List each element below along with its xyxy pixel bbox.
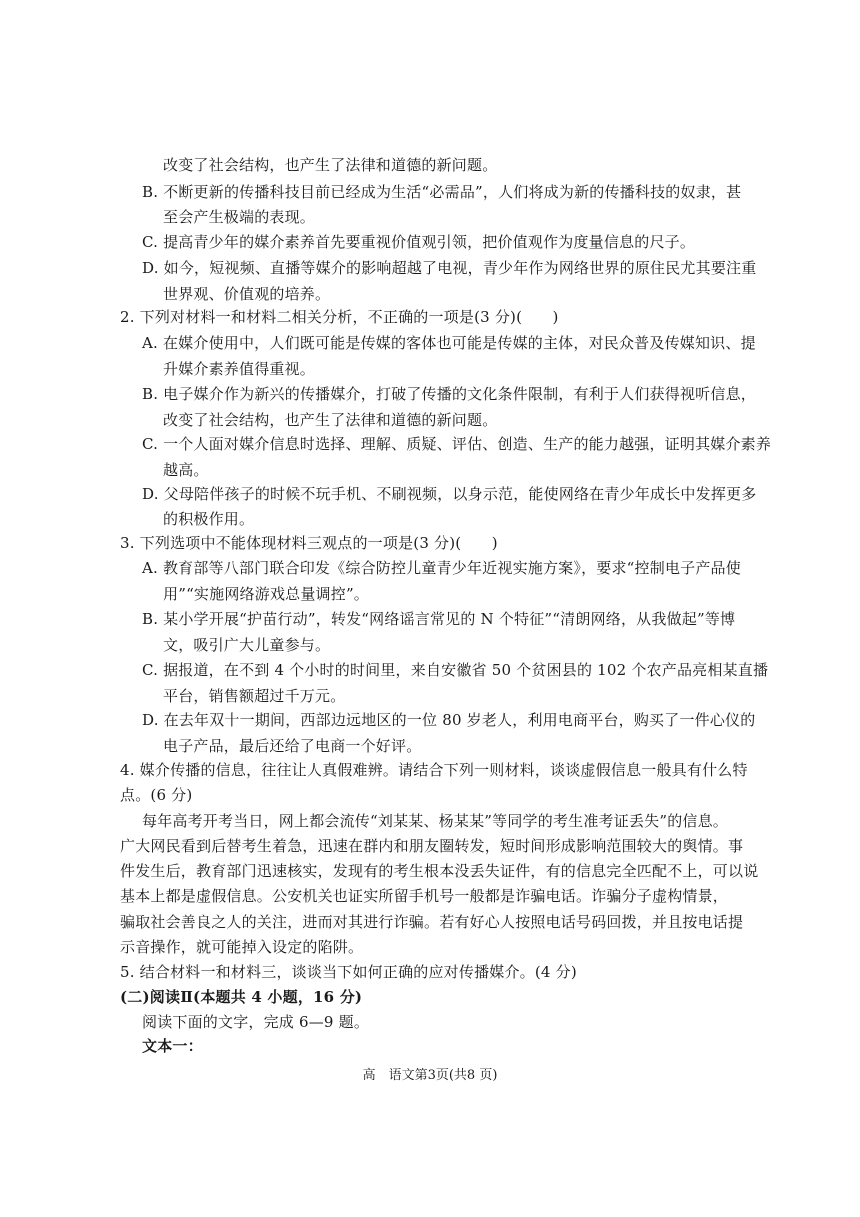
text-line: A. 在媒介使用中，人们既可能是传媒的客体也可能是传媒的主体，对民众普及传媒知识、提 [142,334,756,352]
text-line: 广大网民看到后替考生着急，迅速在群内和朋友圈转发，短时间形成影响范围较大的舆情。事 [120,837,744,855]
text-line: C. 一个人面对媒介信息时选择、理解、质疑、评估、创造、生产的能力越强，证明其媒介素养 [142,435,772,453]
text-line: 文，吸引广大儿童参与。 [163,636,331,654]
text-line: C. 据报道，在不到 4 个小时的时间里，来自安徽省 50 个贫困县的 102 个农产品亮相某直播 [142,661,769,679]
text-line: B. 不断更新的传播科技目前已经成为生活“必需品”，人们将成为新的传播科技的奴隶，甚 [142,183,742,201]
text-line: 至会产生极端的表现。 [163,208,316,226]
text-line: D. 在去年双十一期间，西部边远地区的一位 80 岁老人，利用电商平台，购买了一件心仪的 [142,711,756,729]
page-footer: 高 语文第3页(共8 页) [362,1068,498,1083]
question-5: 5. 结合材料一和材料三，谈谈当下如何正确的应对传播媒介。(4 分) [120,963,577,981]
text-line: B. 某小学开展“护苗行动”，转发“网络谣言常见的 N 个特征”“清朗网络，从我做起”等博 [142,610,736,628]
text-line: 升媒介素养值得重视。 [163,360,316,378]
text-line: 点。(6 分) [120,786,193,804]
text-line: B. 电子媒介作为新兴的传播媒介，打破了传播的文化条件限制，有利于人们获得视听信息， [142,385,756,403]
text-line: 改变了社会结构，也产生了法律和道德的新问题。 [163,411,498,429]
section-heading: (二)阅读Ⅱ(本题共 4 小题，16 分) [120,988,363,1006]
question-4: 4. 媒介传播的信息，往往让人真假难辨。请结合下列一则材料，谈谈虚假信息一般具有什么特 [120,761,748,779]
text-line: 骗取社会善良之人的关注，进而对其进行诈骗。若有好心人按照电话号码回拨，并且按电话提 [120,913,744,931]
text-line: 基本上都是虚假信息。公安机关也证实所留手机号一般都是诈骗电话。诈骗分子虚构情景， [120,887,729,905]
text-one-label: 文本一： [142,1037,203,1055]
text-line: 每年高考开考当日，网上都会流传“刘某某、杨某某”等同学的考生准考证丢失”的信息。 [142,812,729,830]
text-line: 改变了社会结构，也产生了法律和道德的新问题。 [163,156,498,174]
question-2: 2. 下列对材料一和材料二相关分析，不正确的一项是(3 分)( ) [120,308,559,326]
text-line: D. 如今，短视频、直播等媒介的影响超越了电视，青少年作为网络世界的原住民尤其要注重 [142,259,757,277]
text-line: 用”“实施网络游戏总量调控”。 [163,585,370,603]
text-line: 的积极作用。 [163,510,255,528]
text-line: C. 提高青少年的媒介素养首先要重视价值观引领，把价值观作为度量信息的尺子。 [142,233,696,251]
text-line: D. 父母陪伴孩子的时候不玩手机、不刷视频，以身示范，能使网络在青少年成长中发挥更多 [142,485,757,503]
text-line: 阅读下面的文字，完成 6—9 题。 [142,1013,370,1031]
text-line: 件发生后，教育部门迅速核实，发现有的考生根本没丢失证件，有的信息完全匹配不上，可以说 [120,862,759,880]
text-line: 世界观、价值观的培养。 [163,285,331,303]
text-line: 电子产品，最后还给了电商一个好评。 [163,737,422,755]
text-line: 平台，销售额超过千万元。 [163,687,346,705]
text-line: A. 教育部等八部门联合印发《综合防控儿童青少年近视实施方案》，要求“控制电子产品使 [142,559,741,577]
text-line: 越高。 [163,461,209,479]
text-line: 示音操作，就可能掉入设定的陷阱。 [120,938,364,956]
question-3: 3. 下列选项中不能体现材料三观点的一项是(3 分)( ) [120,534,498,552]
